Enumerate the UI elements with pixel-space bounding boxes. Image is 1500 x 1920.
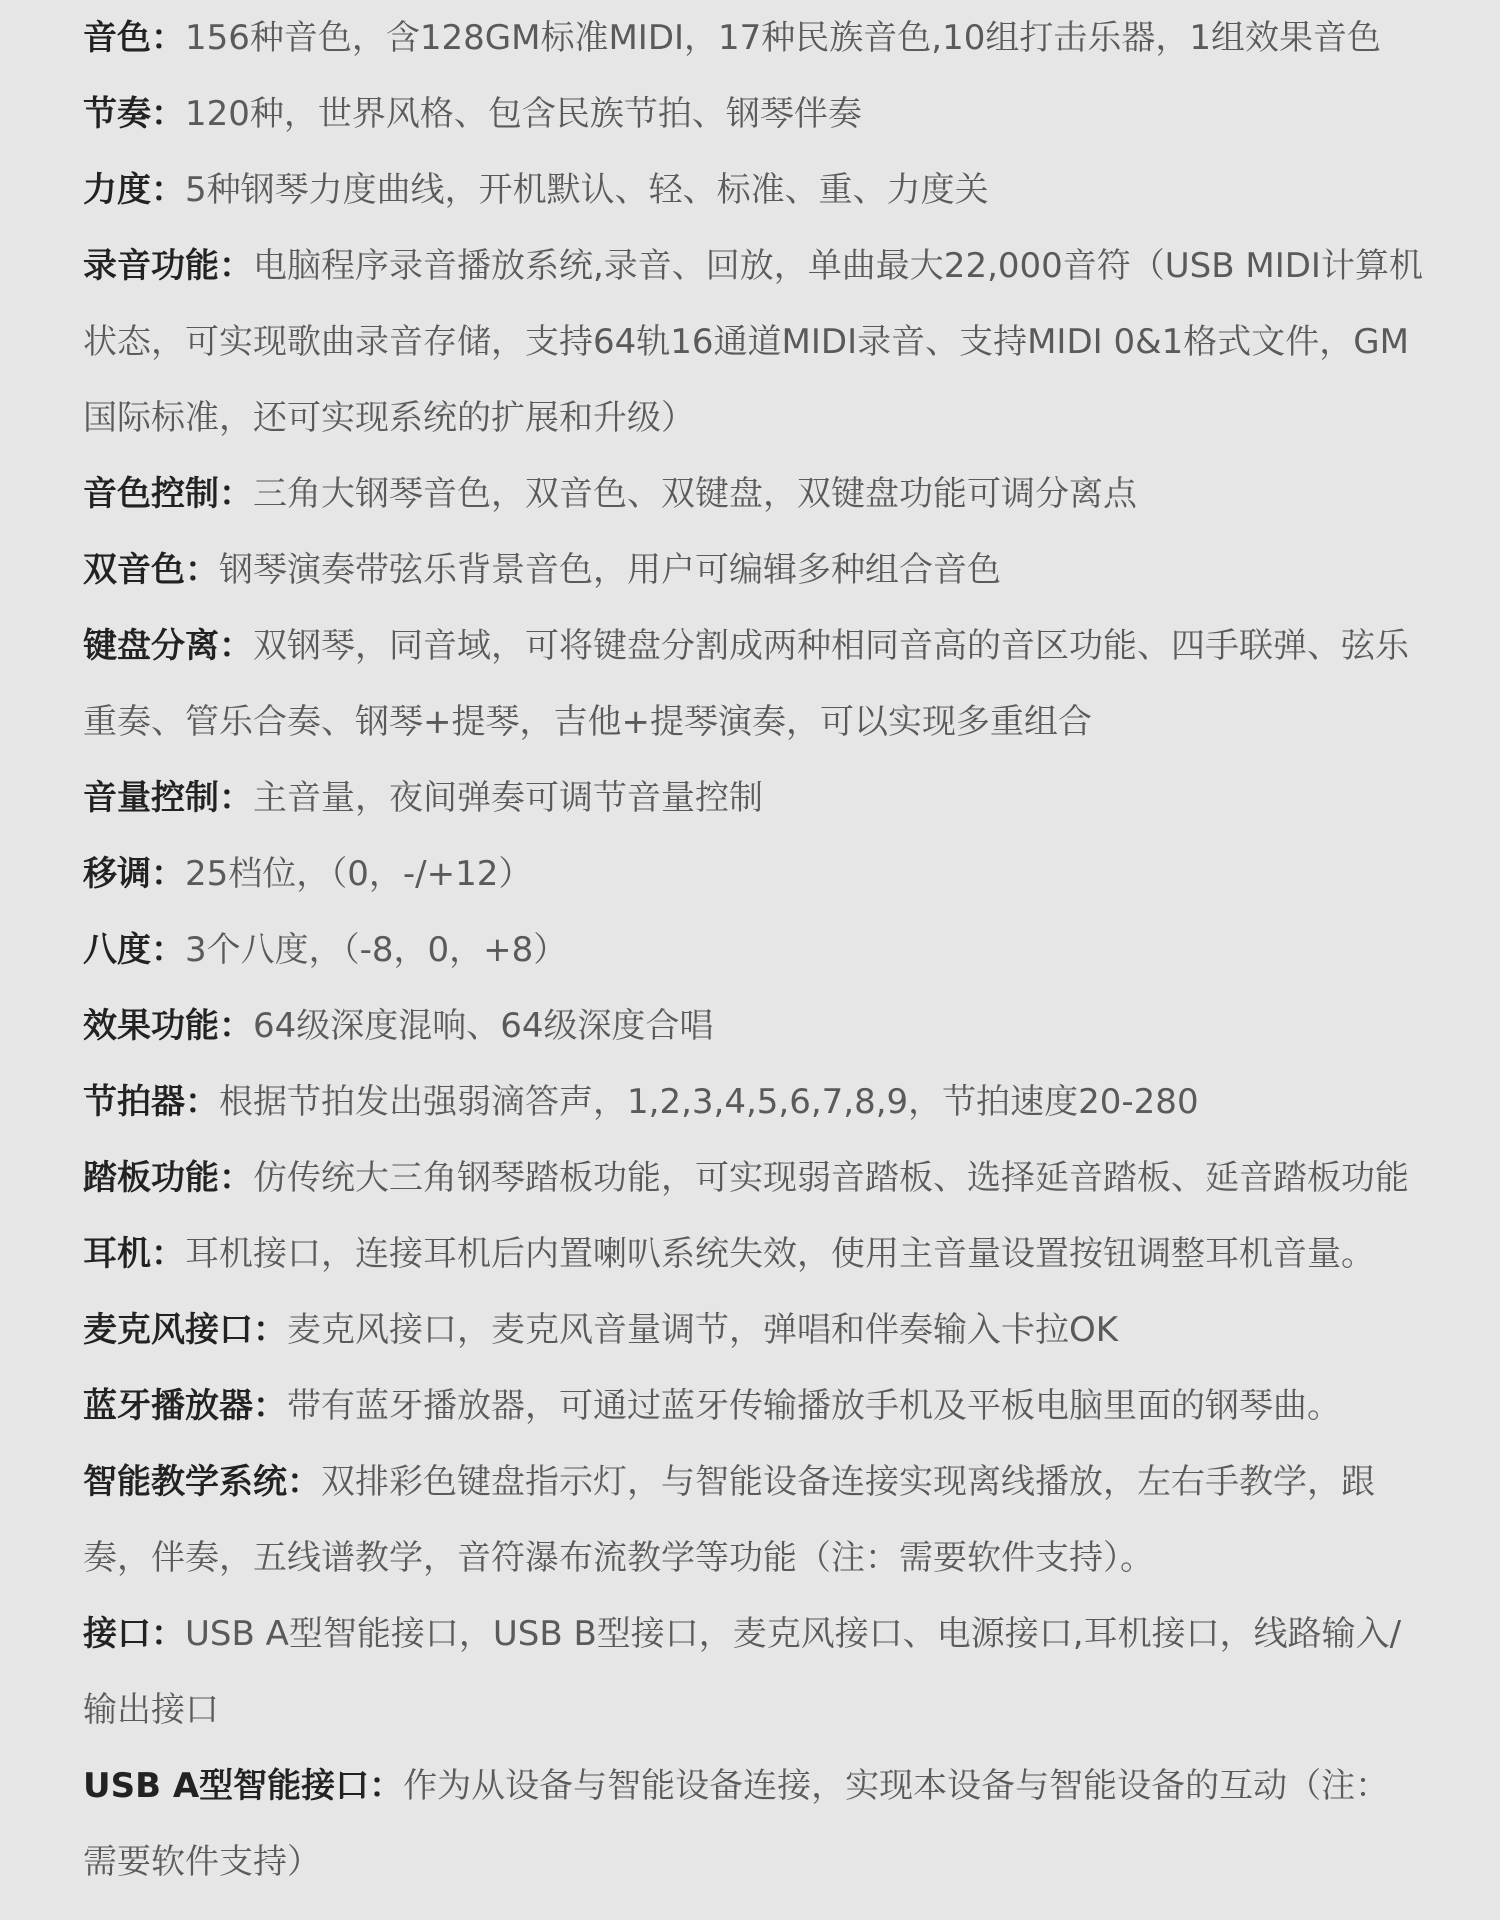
spec-value: 电脑程序录音播放系统,录音、回放，单曲最大22,000音符（USB MIDI计算机状态，可实现歌曲录音存储，支持64轨16通道MIDI录音、支持MIDI 0&1格式文件，GM国际标准，还可实现系统的扩展和升级） xyxy=(83,246,1423,438)
spec-item-timbre xyxy=(83,0,1423,76)
spec-label: 接口： xyxy=(83,1614,185,1654)
spec-value: 3个八度，（-8，0，+8） xyxy=(185,930,568,970)
spec-item-metronome xyxy=(83,1064,1423,1140)
spec-item-volume-control xyxy=(83,760,1423,836)
spec-item-ports xyxy=(83,1596,1423,1748)
spec-value: 根据节拍发出强弱滴答声，1,2,3,4,5,6,7,8,9，节拍速度20-280 xyxy=(219,1082,1199,1122)
spec-label: 双音色： xyxy=(83,550,219,590)
spec-value: 双钢琴，同音域，可将键盘分割成两种相同音高的音区功能、四手联弹、弦乐重奏、管乐合奏、钢琴+提琴，吉他+提琴演奏，可以实现多重组合 xyxy=(83,626,1409,742)
spec-item-velocity xyxy=(83,152,1423,228)
spec-value: 仿传统大三角钢琴踏板功能，可实现弱音踏板、选择延音踏板、延音踏板功能 xyxy=(253,1158,1409,1198)
spec-label: 音量控制： xyxy=(83,778,253,818)
spec-label: 麦克风接口： xyxy=(83,1310,287,1350)
spec-label: 蓝牙播放器： xyxy=(83,1386,287,1426)
spec-label: 节奏： xyxy=(83,94,185,134)
spec-label: 踏板功能： xyxy=(83,1158,253,1198)
spec-label: 音色控制： xyxy=(83,474,253,514)
spec-label: 八度： xyxy=(83,930,185,970)
spec-item-keyboard-split xyxy=(83,608,1423,760)
spec-value: 钢琴演奏带弦乐背景音色，用户可编辑多种组合音色 xyxy=(219,550,1001,590)
spec-value: 双排彩色键盘指示灯，与智能设备连接实现离线播放，左右手教学，跟奏，伴奏，五线谱教学，音符瀑布流教学等功能（注：需要软件支持）。 xyxy=(83,1462,1375,1578)
spec-label: 键盘分离： xyxy=(83,626,253,666)
spec-label: 效果功能： xyxy=(83,1006,253,1046)
spec-label: 力度： xyxy=(83,170,185,210)
spec-item-teaching-system xyxy=(83,1444,1423,1596)
spec-label: 节拍器： xyxy=(83,1082,219,1122)
spec-label: USB A型智能接口： xyxy=(83,1766,404,1806)
spec-item-rhythm xyxy=(83,76,1423,152)
spec-item-pedal xyxy=(83,1140,1423,1216)
spec-item-transpose xyxy=(83,836,1423,912)
spec-item-dual-timbre xyxy=(83,532,1423,608)
spec-value: 156种音色，含128GM标准MIDI，17种民族音色,10组打击乐器，1组效果音色 xyxy=(185,18,1382,58)
spec-value: 25档位，（0，-/+12） xyxy=(185,854,533,894)
spec-label: 智能教学系统： xyxy=(83,1462,321,1502)
spec-value: 带有蓝牙播放器，可通过蓝牙传输播放手机及平板电脑里面的钢琴曲。 xyxy=(287,1386,1341,1426)
spec-item-headphone xyxy=(83,1216,1423,1292)
spec-value: USB A型智能接口，USB B型接口，麦克风接口、电源接口,耳机接口，线路输入/输出接口 xyxy=(83,1614,1402,1730)
spec-value: 麦克风接口，麦克风音量调节，弹唱和伴奏输入卡拉OK xyxy=(287,1310,1119,1350)
spec-label: 移调： xyxy=(83,854,185,894)
spec-value: 主音量，夜间弹奏可调节音量控制 xyxy=(253,778,763,818)
spec-item-recording xyxy=(83,228,1423,456)
spec-value: 三角大钢琴音色，双音色、双键盘，双键盘功能可调分离点 xyxy=(253,474,1137,514)
spec-item-usb-a xyxy=(83,1748,1423,1900)
spec-item-microphone xyxy=(83,1292,1423,1368)
spec-label: 耳机： xyxy=(83,1234,185,1274)
spec-list xyxy=(83,0,1423,1900)
spec-label: 录音功能： xyxy=(83,246,253,286)
spec-item-bluetooth xyxy=(83,1368,1423,1444)
spec-label: 音色： xyxy=(83,18,185,58)
spec-item-effects xyxy=(83,988,1423,1064)
spec-value: 64级深度混响、64级深度合唱 xyxy=(253,1006,714,1046)
spec-value: 作为从设备与智能设备连接，实现本设备与智能设备的互动（注：需要软件支持） xyxy=(83,1766,1390,1882)
spec-item-octave xyxy=(83,912,1423,988)
spec-value: 120种，世界风格、包含民族节拍、钢琴伴奏 xyxy=(185,94,862,134)
spec-value: 5种钢琴力度曲线，开机默认、轻、标准、重、力度关 xyxy=(185,170,989,210)
spec-value: 耳机接口，连接耳机后内置喇叭系统失效，使用主音量设置按钮调整耳机音量。 xyxy=(185,1234,1375,1274)
spec-item-timbre-control xyxy=(83,456,1423,532)
